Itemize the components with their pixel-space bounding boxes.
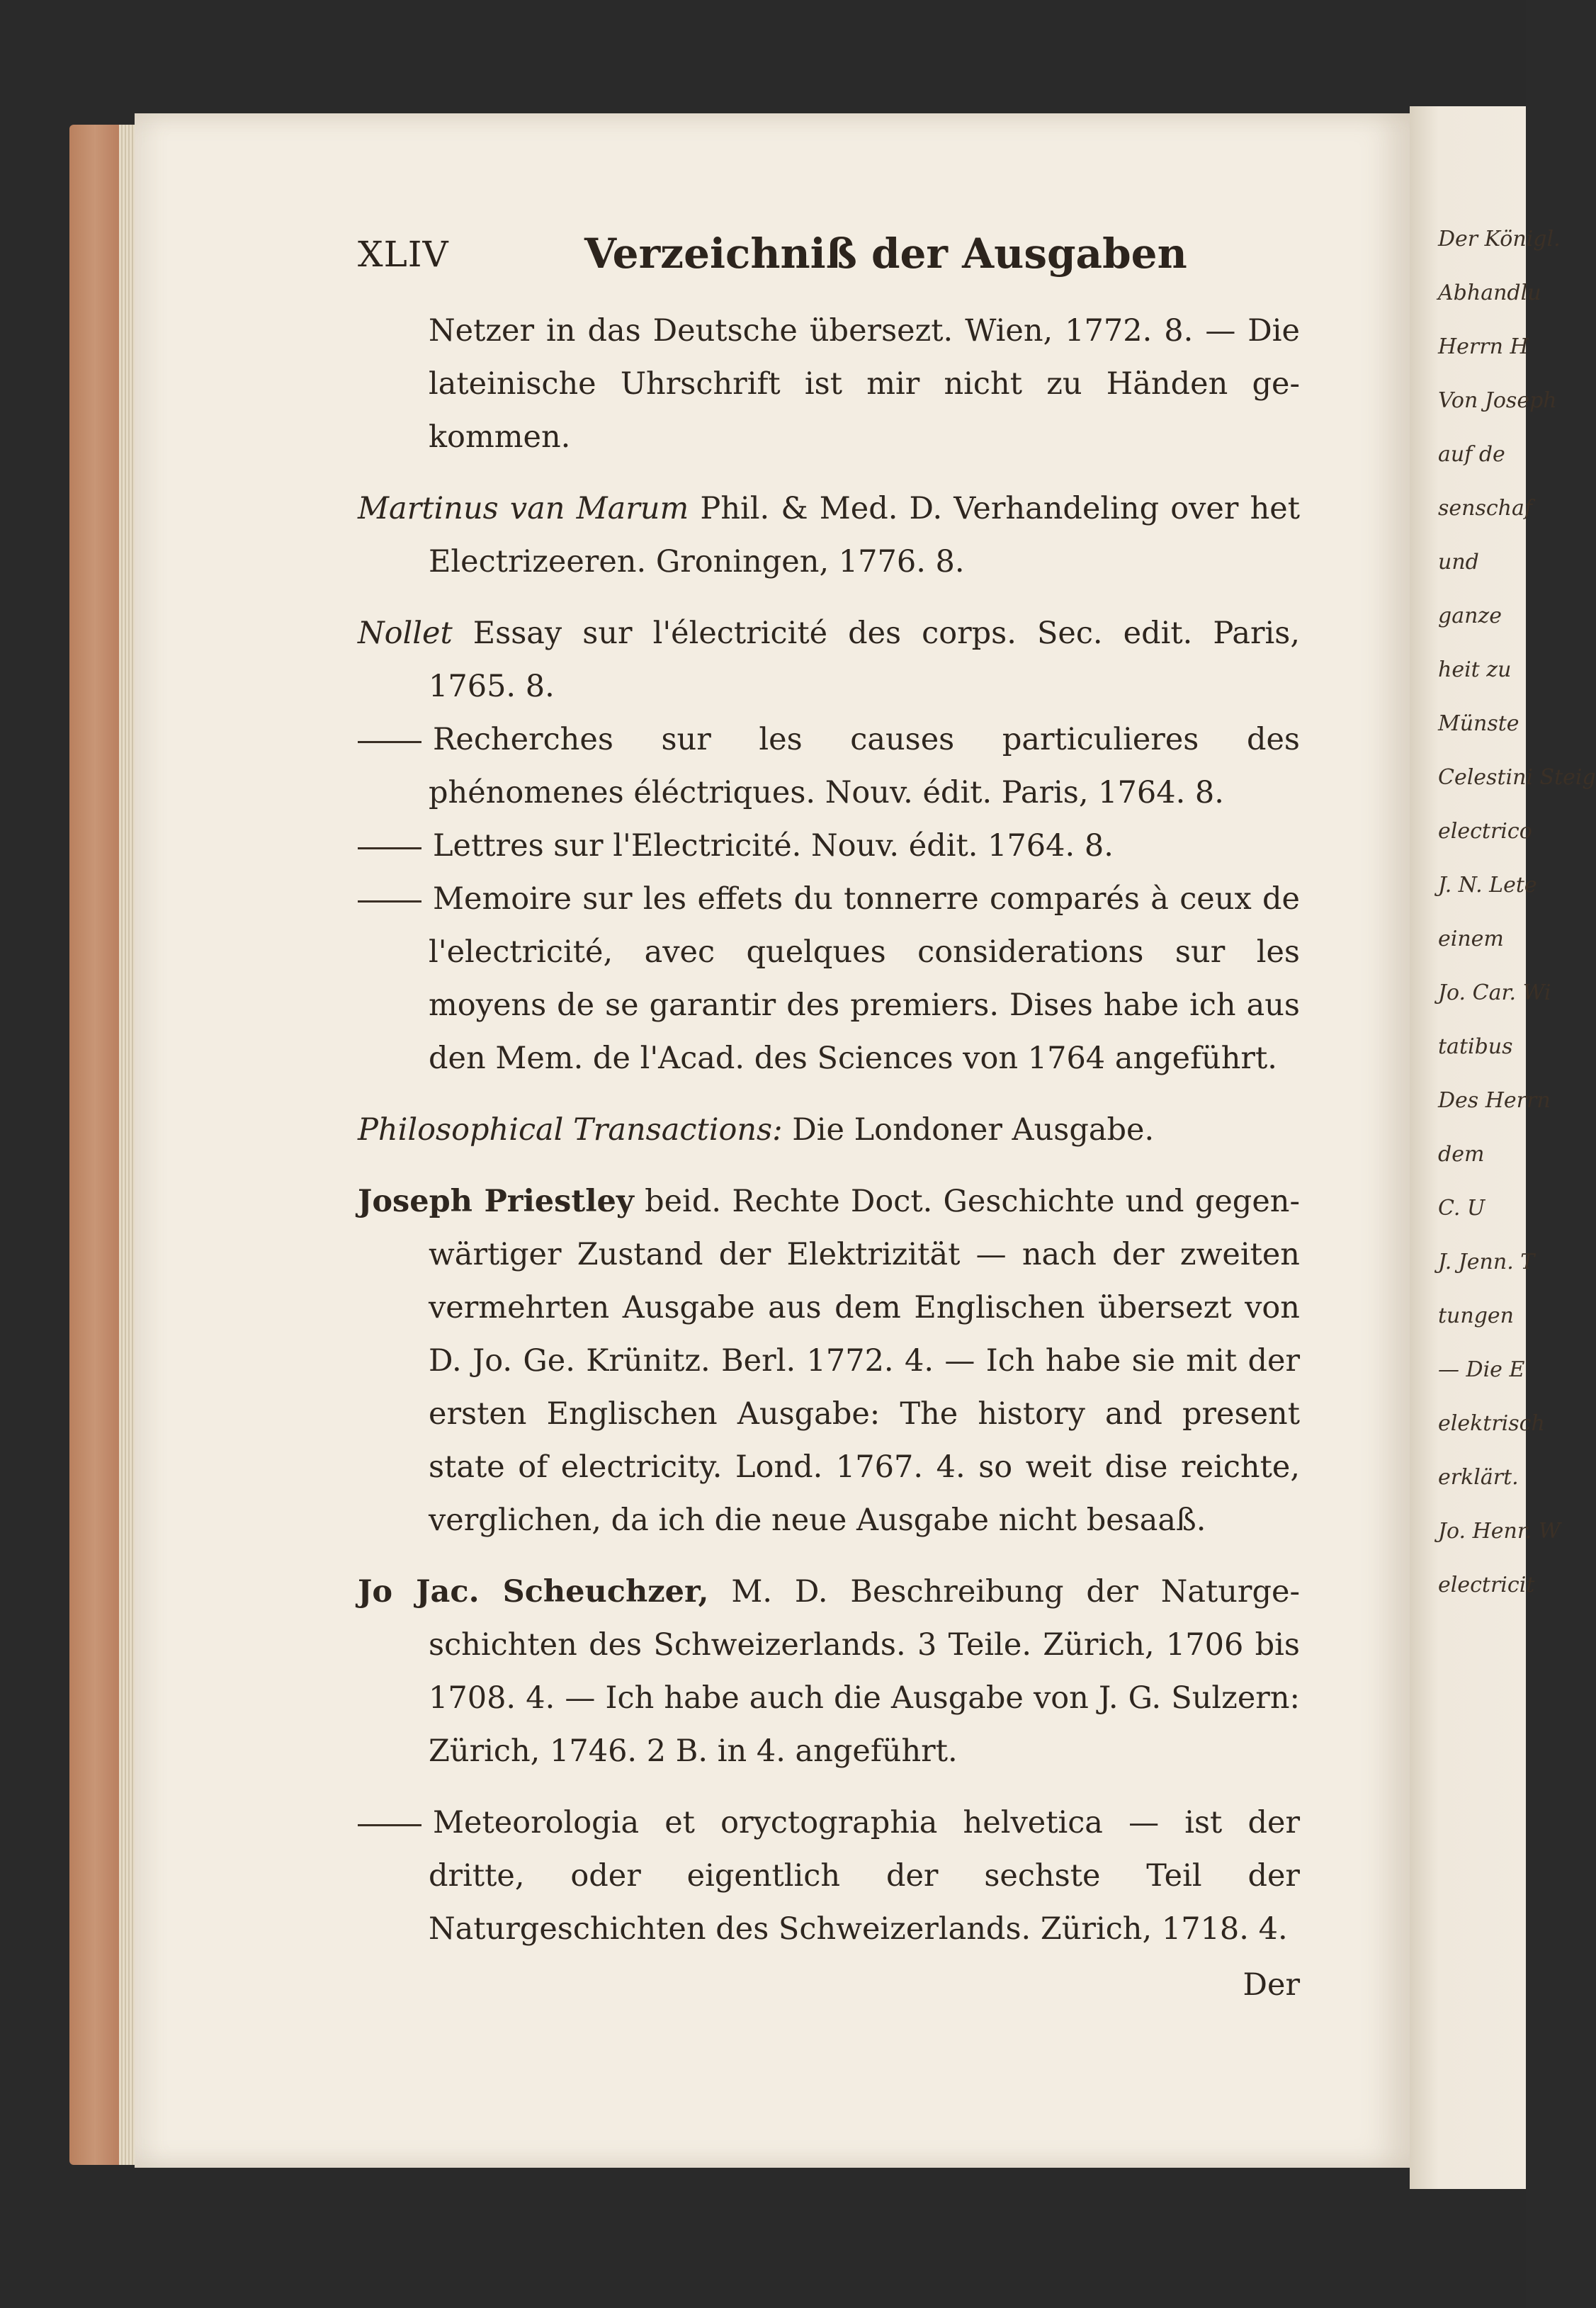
bibliography-entry <box>358 820 1300 873</box>
adjacent-line: J. Jenn. T <box>1438 1250 1535 1274</box>
bibliography-entry <box>358 1566 1300 1778</box>
entry-author: Martinus van Marum <box>358 491 689 526</box>
entry-author: Jo Jac. Scheuchzer, <box>358 1574 709 1610</box>
page-header <box>358 225 1300 282</box>
ditto-dash <box>358 741 421 743</box>
adjacent-line: Abhandlu <box>1438 281 1541 305</box>
bibliography-entry <box>358 607 1300 713</box>
bibliography-entry <box>358 1104 1300 1157</box>
entry-text: Phil. & Med. D. Verhandeling over het Electrizeeren. Groningen, 1776. 8. <box>429 491 1300 579</box>
catchword: Der <box>1243 1967 1300 2003</box>
adjacent-line: Jo. Henr. W <box>1438 1519 1561 1544</box>
entry-text: Netzer in das Deutsche übersezt. Wien, 1772. 8. — Die lateinische Uhrschrift ist mir nicht zu Händen ge- kommen. <box>429 313 1300 455</box>
adjacent-line: C. U <box>1438 1196 1485 1221</box>
adjacent-line: ganze <box>1438 604 1502 628</box>
ditto-dash <box>358 1824 421 1826</box>
adjacent-line: tungen <box>1438 1303 1514 1328</box>
book-cover-edge <box>69 125 126 2165</box>
adjacent-line: — Die E <box>1438 1357 1525 1382</box>
adjacent-line: Celestini Steig <box>1438 765 1596 790</box>
adjacent-line: electricit <box>1438 1573 1535 1597</box>
entry-text: Meteorologia et oryctographia helvetica — ist der dritte, oder eigentlich der sechste Teil der Naturgeschichten des Schweizerlands. Zürich, 1718. 4. <box>429 1805 1300 1947</box>
adjacent-line: und <box>1438 550 1479 575</box>
adjacent-line: Des Herrn <box>1438 1088 1551 1113</box>
adjacent-line: Münste <box>1438 711 1519 736</box>
entry-author: Nollet <box>358 616 453 651</box>
entry-text: Die Londoner Ausgabe. <box>782 1112 1155 1148</box>
page-number: XLIV <box>358 234 449 275</box>
entry-text: Essay sur l'électricité des corps. Sec. edit. Paris, 1765. 8. <box>429 616 1300 704</box>
adjacent-line: elektrisch <box>1438 1411 1545 1436</box>
adjacent-line: Jo. Car. Wi <box>1438 980 1551 1005</box>
bibliography-entry <box>358 873 1300 1085</box>
adjacent-line: dem <box>1438 1142 1485 1167</box>
entry-author: Joseph Priestley <box>358 1184 634 1219</box>
entry-text: Recherches sur les causes particulieres des phénomenes éléctriques. Nouv. édit. Paris, 1764. 8. <box>429 722 1300 810</box>
page-body <box>358 305 1300 2042</box>
adjacent-line: Von Joseph <box>1438 388 1557 413</box>
entry-continuation <box>358 305 1300 464</box>
entry-text: M. D. Beschreibung der Naturge- schichten des Schweizerlands. 3 Teile. Zürich, 1706 bis 1708. 4. — Ich habe auch die Ausgabe von J. G. Sulzern: Zürich, 1746. 2 B. in 4. angeführt. <box>429 1574 1300 1769</box>
adjacent-line: einem <box>1438 927 1504 951</box>
running-title: Verzeichniß der Ausgaben <box>584 230 1187 278</box>
adjacent-line: Herrn H <box>1438 334 1529 359</box>
adjacent-line: senschaf <box>1438 496 1532 521</box>
bibliography-entry <box>358 1175 1300 1547</box>
entry-author: Philosophical Transactions: <box>358 1112 783 1148</box>
adjacent-page-text <box>1438 213 1596 1612</box>
entry-text: Lettres sur l'Electricité. Nouv. édit. 1764. 8. <box>433 828 1114 864</box>
entry-text: beid. Rechte Doct. Geschichte und gegen- wärtiger Zustand der Elektrizität — nach der zweiten vermehrten Ausgabe aus dem Englischen übersezt von D. Jo. Ge. Krünitz. Berl. 1772. 4. — Ich habe sie mit der ersten Englischen Ausgabe: The history and present state of electricity. Lond. 1767. 4. so weit dise reichte, verglichen, da ich die neue Ausgabe nicht besaaß. <box>429 1184 1300 1538</box>
entry-text: Memoire sur les effets du tonnerre comparés à ceux de l'electricité, avec quelques considerations sur les moyens de se garantir des premiers. Dises habe ich aus den Mem. de l'Acad. des Sciences von 1764 angeführt. <box>429 881 1300 1076</box>
bibliography-entry <box>358 1797 1300 1956</box>
adjacent-line: tatibus <box>1438 1034 1513 1059</box>
ditto-dash <box>358 900 421 903</box>
bibliography-entry <box>358 713 1300 820</box>
adjacent-line: heit zu <box>1438 657 1512 682</box>
adjacent-line: erklärt. <box>1438 1465 1519 1490</box>
ditto-dash <box>358 847 421 849</box>
adjacent-line: auf de <box>1438 442 1505 467</box>
adjacent-line: J. N. Lete <box>1438 873 1537 898</box>
adjacent-line: electrico <box>1438 819 1532 844</box>
adjacent-line: Der Königl. <box>1438 227 1561 251</box>
bibliography-entry <box>358 482 1300 589</box>
